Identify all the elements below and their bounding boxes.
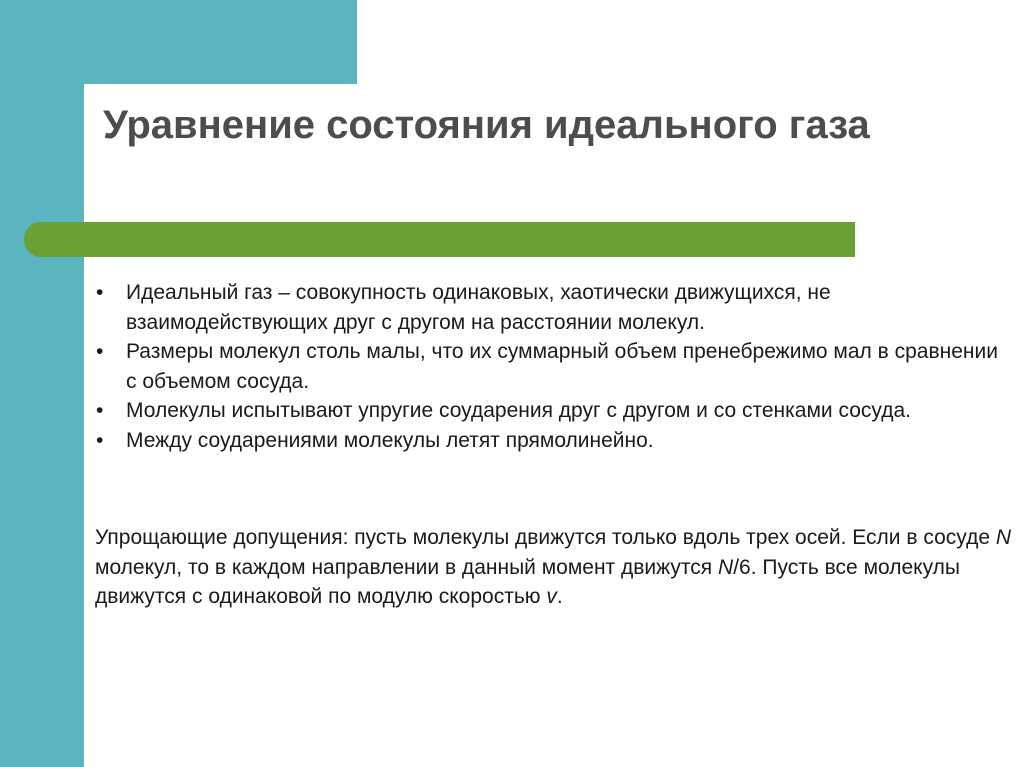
bullet-item xyxy=(92,396,1012,426)
bullet-text: Размеры молекул столь малы, что их суммарный объем пренебрежимо мал в сравнении с объемом сосуда. xyxy=(126,340,998,393)
bullet-icon: • xyxy=(96,340,104,363)
bullet-text: Между соударениями молекулы летят прямолинейно. xyxy=(126,428,654,452)
bullet-icon: • xyxy=(96,428,104,452)
bullet-item xyxy=(92,278,1012,337)
n-symbol: N xyxy=(718,555,734,579)
bullet-text: Идеальный газ – совокупность одинаковых, хаотически движущихся, не взаимодействующих друг с другом на расстоянии молекул. xyxy=(126,281,831,334)
bullet-item xyxy=(92,426,1012,456)
paragraph-text: . xyxy=(556,585,563,608)
teal-top-decoration xyxy=(84,0,357,84)
bullet-icon: • xyxy=(96,281,104,304)
paragraph-text: молекул, то в каждом направлении в данный момент движутся xyxy=(95,555,719,579)
teal-sidebar-decoration xyxy=(0,0,84,767)
green-divider-bar xyxy=(24,222,855,257)
slide-title: Уравнение состояния идеального газа xyxy=(103,103,870,147)
bullet-text: Молекулы испытывают упругие соударения друг с другом и со стенками сосуда. xyxy=(126,399,911,422)
n-symbol: N xyxy=(995,526,1012,549)
paragraph-text: Упрощающие допущения: пусть молекулы движутся только вдоль трех осей. Если в сосуде xyxy=(95,526,996,549)
bullet-icon: • xyxy=(96,399,104,422)
assumptions-paragraph xyxy=(95,523,1015,612)
bullet-list xyxy=(92,278,1012,455)
v-symbol: v xyxy=(546,585,557,608)
paragraph-text: /6. Пусть все молекулы движутся с одинаковой по модулю скоростью xyxy=(95,555,960,608)
bullet-item xyxy=(92,337,1012,396)
